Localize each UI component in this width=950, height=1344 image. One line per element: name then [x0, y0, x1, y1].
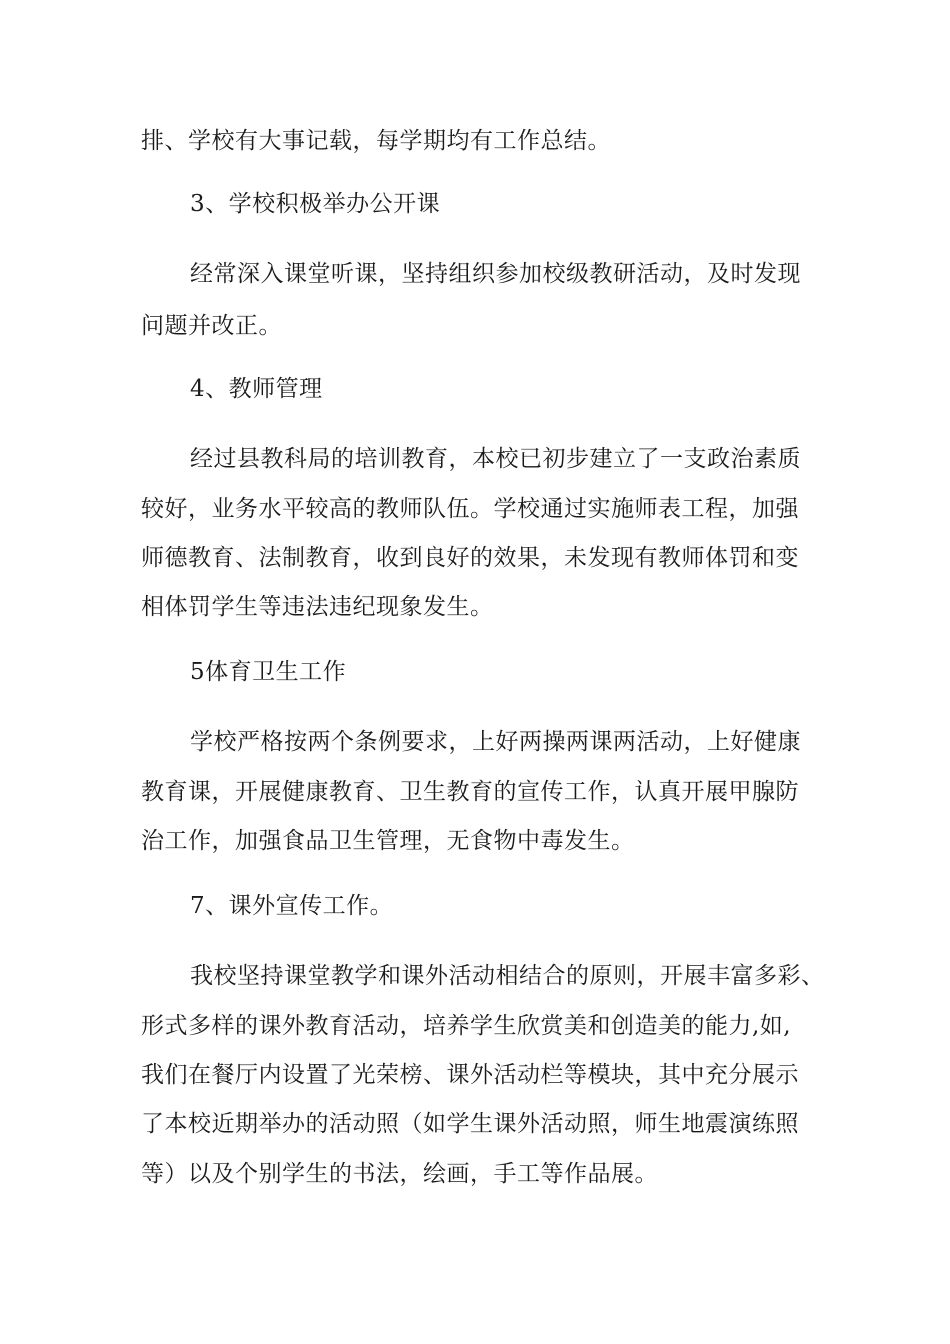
- paragraph-line: 经过县教科局的培训教育，本校已初步建立了一支政治素质: [190, 446, 801, 472]
- section-heading: 3、学校积极举办公开课: [190, 191, 441, 217]
- section-heading: 5体育卫生工作: [190, 659, 347, 685]
- paragraph-line: 问题并改正。: [141, 313, 282, 339]
- section-heading: 4、教师管理: [190, 376, 323, 402]
- paragraph-line: 学校严格按两个条例要求，上好两操两课两活动，上好健康: [190, 729, 801, 755]
- paragraph-line: 了本校近期举办的活动照（如学生课外活动照，师生地震演练照: [141, 1111, 799, 1137]
- paragraph-line: 较好，业务水平较高的教师队伍。学校通过实施师表工程，加强: [141, 496, 799, 522]
- paragraph-line: 形式多样的课外教育活动，培养学生欣赏美和创造美的能力,如,: [141, 1013, 792, 1039]
- paragraph-line: 我们在餐厅内设置了光荣榜、课外活动栏等模块，其中充分展示: [141, 1062, 799, 1088]
- paragraph-line: 师德教育、法制教育，收到良好的效果，未发现有教师体罚和变: [141, 545, 799, 571]
- paragraph-line: 我校坚持课堂教学和课外活动相结合的原则，开展丰富多彩、: [190, 963, 825, 989]
- paragraph-line: 经常深入课堂听课，坚持组织参加校级教研活动，及时发现: [190, 261, 801, 287]
- paragraph-line: 治工作，加强食品卫生管理，无食物中毒发生。: [141, 828, 635, 854]
- section-heading: 7、课外宣传工作。: [190, 893, 394, 919]
- paragraph-line: 等）以及个别学生的书法，绘画，手工等作品展。: [141, 1161, 658, 1187]
- paragraph-line: 教育课，开展健康教育、卫生教育的宣传工作，认真开展甲腺防: [141, 779, 799, 805]
- paragraph-line: 相体罚学生等违法违纪现象发生。: [141, 594, 494, 620]
- paragraph-line: 排、学校有大事记载，每学期均有工作总结。: [141, 128, 611, 154]
